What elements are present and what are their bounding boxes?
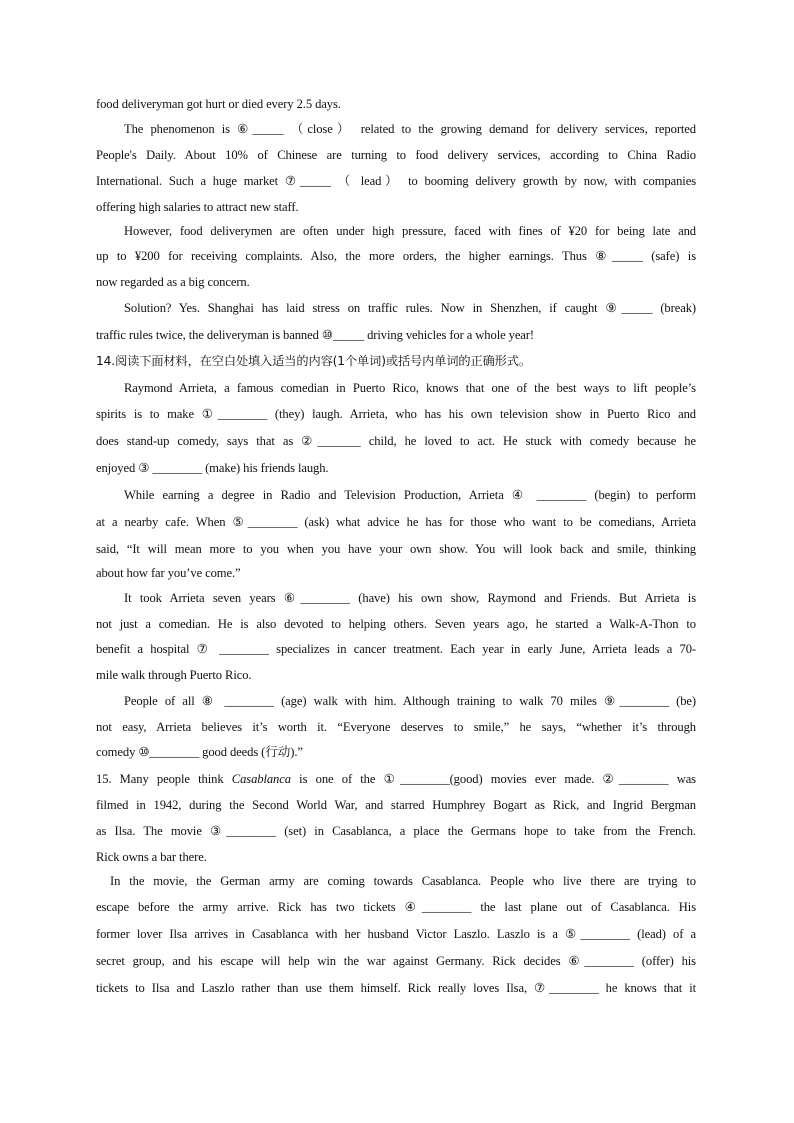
text-line: In the movie, the German army are coming towards Casablanca. People who live there are trying to bbox=[110, 874, 696, 888]
movie-title: Casablanca bbox=[231, 772, 291, 786]
text-line: said, “It will mean more to you when you have your own show. You will look back and smile, thinking bbox=[96, 542, 696, 556]
text-line: People of all ⑧ ________ (age) walk with him. Although training to walk 70 miles ⑨________ (be) bbox=[124, 694, 696, 708]
text-line: about how far you’ve come.” bbox=[96, 566, 241, 580]
text-line: secret group, and his escape will help win the war against Germany. Rick decides ⑥________ (offer) his bbox=[96, 954, 696, 968]
text-line: International. Such a huge market ⑦_____ （ lead） to booming delivery growth by now, with companies bbox=[96, 174, 696, 188]
text-line: offering high salaries to attract new staff. bbox=[96, 200, 299, 214]
text-line: spirits is to make ①________ (they) laugh. Arrieta, who has his own television show in Puerto Rico and bbox=[96, 407, 696, 421]
text-line: Rick owns a bar there. bbox=[96, 850, 207, 864]
text-line: former lover Ilsa arrives in Casablanca with her husband Victor Laszlo. Laszlo is a ⑤________ (lead) of a bbox=[96, 927, 696, 941]
text-line: food deliveryman got hurt or died every 2.5 days. bbox=[96, 97, 341, 111]
text-line: People's Daily. About 10% of Chinese are turning to food delivery services, according to China Radio bbox=[96, 148, 696, 162]
text-line: up to ¥200 for receiving complaints. Also, the more orders, the higher earnings. Thus ⑧_____ (safe) is bbox=[96, 249, 696, 263]
text-line: tickets to Ilsa and Laszlo rather than use them himself. Rick really loves Ilsa, ⑦________ he knows that it bbox=[96, 981, 696, 995]
text-line: However, food deliverymen are often under high pressure, faced with fines of ¥20 for being late and bbox=[124, 224, 696, 238]
text-line: Solution? Yes. Shanghai has laid stress on traffic rules. Now in Shenzhen, if caught ⑨_____ (break) bbox=[124, 301, 696, 315]
text-line: benefit a hospital ⑦ ________ specializes in cancer treatment. Each year in early June, Arrieta leads a 70- bbox=[96, 642, 696, 656]
text-line: now regarded as a big concern. bbox=[96, 275, 250, 289]
text-line: not easy, Arrieta believes it’s worth it. “Everyone deserves to smile,” he says, “whether it’s through bbox=[96, 720, 696, 734]
text-line: traffic rules twice, the deliveryman is banned ⑩_____ driving vehicles for a whole year! bbox=[96, 328, 534, 342]
text-line: While earning a degree in Radio and Television Production, Arrieta ④ ________ (begin) to perform bbox=[124, 488, 696, 502]
text-line: Raymond Arrieta, a famous comedian in Puerto Rico, knows that one of the best ways to lift people’s bbox=[124, 381, 696, 395]
text-line: The phenomenon is ⑥_____ （close） related to the growing demand for delivery services, reported bbox=[124, 122, 696, 136]
question-heading: 15. Many people think Casablanca is one of the ①________(good) movies ever made. ②________ was bbox=[96, 772, 696, 786]
text-line: not just a comedian. He is also devoted to helping others. Seven years ago, he started a Walk-A-Thon to bbox=[96, 617, 696, 631]
question-heading: 14.阅读下面材料，在空白处填入适当的内容(1个单词)或括号内单词的正确形式。 bbox=[96, 354, 531, 368]
text-line: filmed in 1942, during the Second World War, and starred Humphrey Bogart as Rick, and Ingrid Bergman bbox=[96, 798, 696, 812]
text-line: mile walk through Puerto Rico. bbox=[96, 668, 252, 682]
text-line: as Ilsa. The movie ③________ (set) in Casablanca, a place the Germans hope to take from the French. bbox=[96, 824, 696, 838]
text-line: at a nearby cafe. When ⑤________ (ask) what advice he has for those who want to be comedians, Arrieta bbox=[96, 515, 696, 529]
text-line: escape before the army arrive. Rick has two tickets ④________ the last plane out of Casablanca. His bbox=[96, 900, 696, 914]
text-line: It took Arrieta seven years ⑥________ (have) his own show, Raymond and Friends. But Arrieta is bbox=[124, 591, 696, 605]
text-line: enjoyed ③ ________ (make) his friends laugh. bbox=[96, 461, 329, 475]
text-line: does stand-up comedy, says that as ②_______ child, he loved to act. He stuck with comedy because he bbox=[96, 434, 696, 448]
text-line: comedy ⑩________ good deeds (行动).” bbox=[96, 745, 303, 759]
